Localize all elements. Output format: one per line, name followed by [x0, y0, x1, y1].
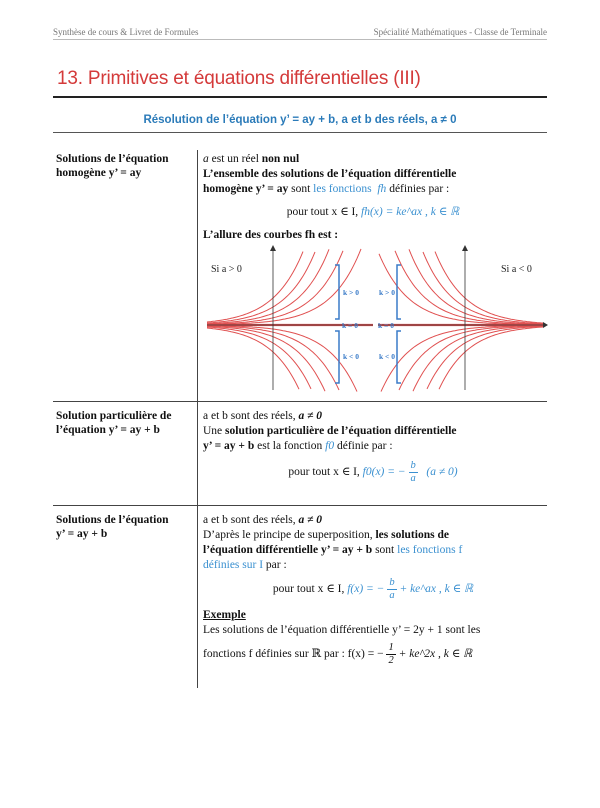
text-span: pour tout x ∈ I, [272, 583, 348, 596]
text-span: fonctions f définies sur ℝ par : f(x) = − [203, 648, 384, 661]
text-span: définie par : [334, 440, 393, 452]
denominator: a [410, 473, 416, 484]
k-neg-label-left: k < 0 [343, 352, 359, 361]
text-span: sont [288, 183, 314, 195]
fraction [409, 460, 418, 485]
label-line: homogène y’ = ay [56, 167, 142, 179]
k-neg-label-right: k < 0 [379, 352, 395, 361]
text-span: homogène y’ = ay [203, 183, 289, 195]
k-pos-label-left: k > 0 [343, 288, 359, 297]
text-line [203, 642, 543, 667]
denominator: a [389, 590, 395, 601]
row-content-homogeneous [203, 152, 543, 243]
text-line [203, 528, 543, 543]
curve-left [207, 327, 311, 389]
text-line: Les solutions de l’équation différentielle y’ = 2y + 1 sont les [203, 624, 481, 636]
page-header [53, 27, 547, 39]
numerator: 1 [388, 642, 394, 653]
curve-right [435, 252, 543, 323]
graph-label-right: Si a < 0 [501, 264, 532, 275]
example-heading: Exemple [203, 609, 246, 621]
label-line: Solutions de l’équation [56, 153, 169, 165]
fraction [386, 642, 395, 667]
text-line [203, 439, 543, 454]
text-line [203, 543, 543, 558]
text-span: les fonctions [313, 183, 372, 195]
text-span: pour tout x ∈ I, [288, 466, 363, 479]
text-span: y’ = ay + b [203, 440, 255, 452]
row-separator-2 [53, 505, 547, 506]
row-label-homogeneous [56, 152, 196, 180]
row-content-general [203, 513, 543, 667]
text-span: par : [263, 559, 287, 571]
text-span: les fonctions f [397, 544, 463, 556]
curve-right [413, 326, 543, 391]
label-line: Solution particulière de [56, 410, 172, 422]
text-span: + ke^2x , k ∈ ℝ [398, 648, 473, 661]
curve-left [207, 252, 303, 322]
text-span: les solutions de [375, 529, 449, 541]
text-span: + ke^ax , k ∈ ℝ [399, 583, 474, 596]
text-span: D’après le principe de superposition, [203, 529, 376, 541]
formula-homogeneous [203, 205, 543, 220]
curve-right [381, 325, 543, 391]
text-line: L’allure des courbes fh est : [203, 229, 339, 241]
curve-right [395, 251, 543, 325]
curve-right [399, 326, 543, 391]
curve-left [207, 249, 329, 323]
curve-left [207, 252, 315, 323]
text-span: définies par : [386, 183, 450, 195]
x-axis-arrow [543, 322, 548, 328]
formula-general [203, 577, 543, 602]
curve-left [207, 251, 343, 324]
k-zero-label-left: k = 0 [342, 321, 358, 330]
text-span: l’équation différentielle y’ = ay + b [203, 544, 373, 556]
header-rule [53, 39, 547, 40]
row-separator-1 [53, 401, 547, 402]
text-span: a et b sont des réels, [203, 514, 299, 526]
text-line [203, 558, 543, 573]
text-span: fh [377, 183, 387, 195]
bracket-kneg-right [397, 331, 401, 383]
row-content-particular [203, 409, 543, 485]
text-span: f0(x) = − [362, 466, 406, 479]
curve-right [423, 252, 543, 324]
text-span: a ≠ 0 [298, 514, 323, 526]
text-span: f(x) = − [347, 583, 385, 596]
page-title: 13. Primitives et équations différentielles (III) [57, 68, 421, 89]
exponential-curves-graph [203, 245, 548, 395]
title-rule [53, 96, 547, 98]
y-axis-left-arrow [270, 245, 276, 251]
bracket-kpos-right [397, 265, 401, 319]
numerator: b [410, 460, 416, 471]
text-span: sont [372, 544, 398, 556]
text-span: a [203, 153, 209, 165]
text-span: est un réel [208, 153, 262, 165]
header-right: Spécialité Mathématiques - Classe de Terminale [373, 27, 547, 37]
table-divider [197, 150, 198, 688]
curve-right [439, 327, 543, 389]
text-span: f0 [325, 440, 335, 452]
formula-particular [203, 460, 543, 485]
text-line [203, 152, 543, 167]
curve-left [207, 328, 299, 389]
fraction [387, 577, 396, 602]
text-span: a ≠ 0 [298, 410, 323, 422]
curves-group [207, 249, 543, 392]
text-line [203, 424, 543, 439]
text-span: est la fonction [254, 440, 326, 452]
text-span: non nul [261, 153, 300, 165]
text-line [203, 182, 543, 197]
label-line: Solutions de l’équation [56, 514, 169, 526]
subtitle-rule [53, 132, 547, 133]
numerator: b [389, 577, 395, 588]
text-span: (a ≠ 0) [426, 466, 458, 479]
text-span: fh(x) = ke^ax , k ∈ ℝ [361, 206, 460, 218]
denominator: 2 [388, 655, 394, 666]
text-span: solution particulière de l’équation différentielle [225, 425, 457, 437]
text-line [203, 513, 543, 528]
row-label-general [56, 513, 196, 541]
row-label-particular [56, 409, 196, 437]
graph-label-left: Si a > 0 [211, 264, 242, 275]
k-zero-label-right: k = 0 [378, 321, 394, 330]
text-line [203, 409, 543, 424]
text-line: L’ensemble des solutions de l’équation différentielle [203, 168, 457, 180]
header-left: Synthèse de cours & Livret de Formules [53, 27, 199, 37]
label-line: l’équation y’ = ay + b [56, 424, 160, 436]
k-pos-label-right: k > 0 [379, 288, 395, 297]
label-line: y’ = ay + b [56, 528, 108, 540]
text-span: pour tout x ∈ I, [286, 206, 362, 218]
text-span: définies sur I [203, 559, 264, 571]
text-span: a et b sont des réels, [203, 410, 299, 422]
section-subtitle: Résolution de l’équation y’ = ay + b, a et b des réels, a ≠ 0 [143, 114, 457, 126]
text-span: Une [203, 425, 226, 437]
y-axis-right-arrow [462, 245, 468, 251]
